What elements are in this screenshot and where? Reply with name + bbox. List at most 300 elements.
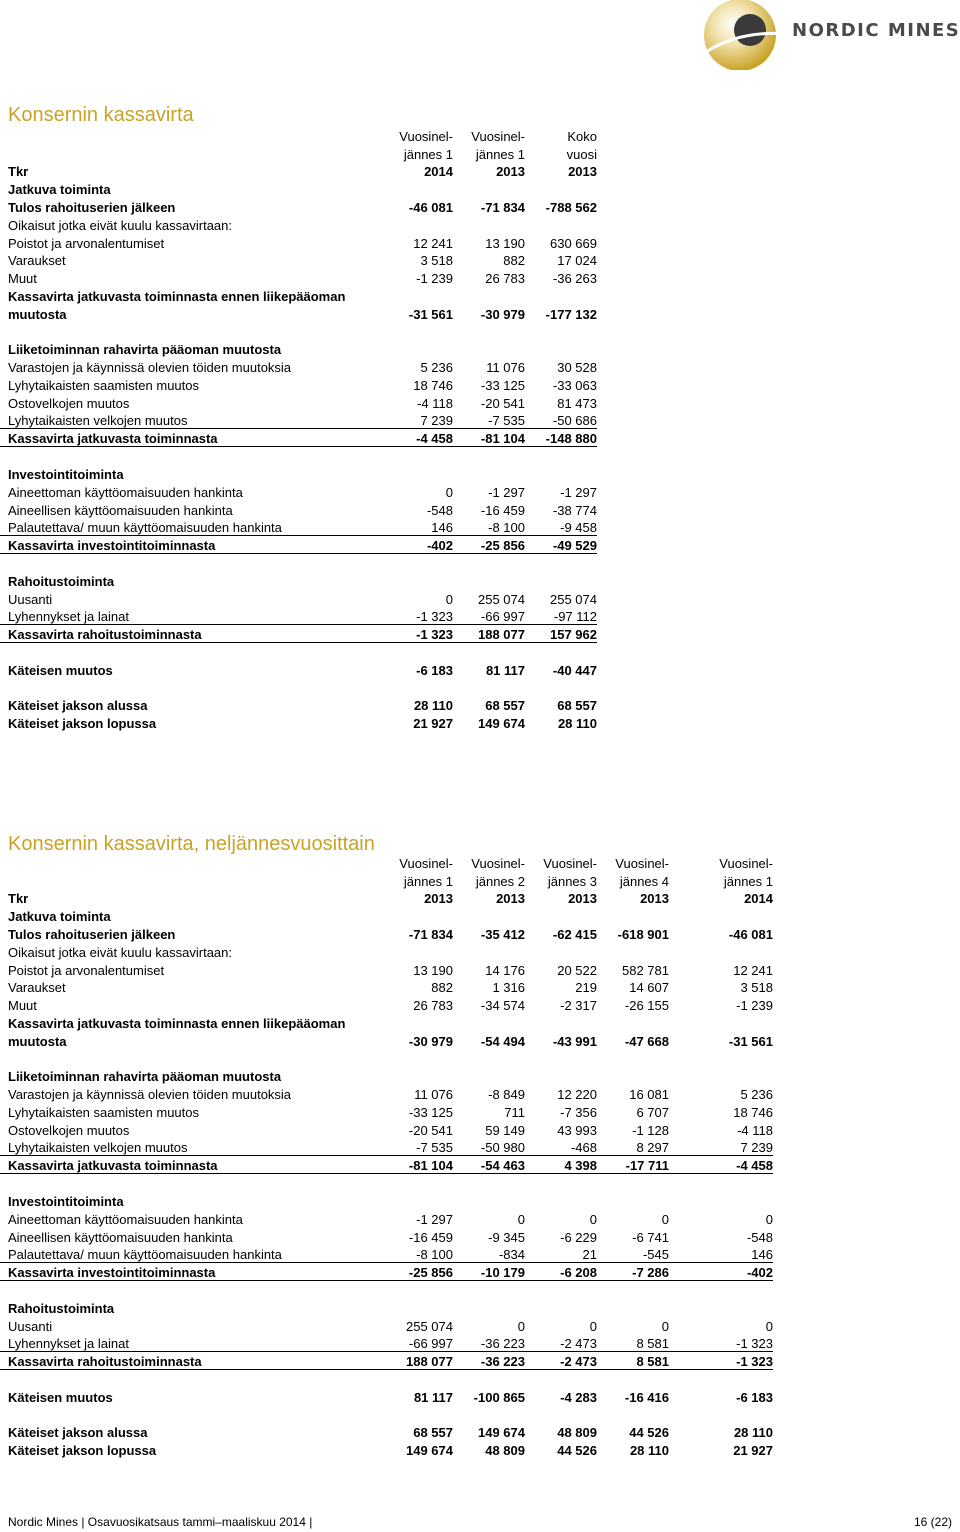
value-cell: 12 241: [413, 235, 453, 251]
row-label: Jatkuva toiminta: [8, 182, 111, 198]
value-cell: 255 074: [406, 1318, 453, 1334]
value-cell: 30 528: [557, 360, 597, 376]
value-cell: 0: [445, 591, 453, 607]
value-cell: [597, 1280, 669, 1298]
value-cell: 81 473: [557, 395, 597, 411]
table-row: [0, 942, 773, 960]
page-number: 16 (22): [913, 1515, 952, 1529]
value-cell: 21 927: [733, 1443, 773, 1459]
header-cell: 2014: [744, 891, 773, 907]
row-label: [0, 678, 382, 696]
value-cell: 43 993: [557, 1122, 597, 1138]
value-cell: -177 132: [545, 306, 597, 322]
row-label: Palautettava/ muun käyttöomaisuuden hankinta: [0, 1245, 382, 1263]
header-cell: 2013: [640, 891, 669, 907]
value-cell: [382, 942, 453, 960]
value-cell: -36 263: [552, 271, 597, 287]
table-row: [0, 660, 597, 678]
row-label: Kassavirta rahoitustoiminnasta: [0, 1351, 382, 1369]
table-row: [0, 1156, 773, 1174]
value-cell: -1 323: [669, 1351, 773, 1369]
row-label: Investointitoiminta: [8, 466, 124, 482]
value-cell: [382, 340, 453, 358]
value-cell: 13 190: [485, 235, 525, 251]
value-cell: 12 220: [557, 1087, 597, 1103]
value-cell: -20 541: [408, 1122, 453, 1138]
value-cell: -4 458: [382, 429, 453, 447]
value-cell: [525, 1191, 597, 1209]
row-label: Oikaisut jotka eivät kuulu kassavirtaan:: [8, 944, 232, 960]
value-cell: 0: [445, 484, 453, 500]
value-cell: -4 283: [560, 1389, 597, 1405]
value-cell: [525, 446, 597, 464]
header-cell: Vuosinel-: [399, 128, 453, 144]
row-label: Tulos rahoituserien jälkeen: [8, 199, 176, 215]
value-cell: [525, 1298, 597, 1316]
row-label: Käteiset jakson alussa: [8, 1425, 148, 1441]
value-cell: -7 535: [382, 1138, 453, 1156]
value-cell: -1 323: [669, 1334, 773, 1352]
row-label: Ostovelkojen muutos: [8, 1122, 130, 1138]
value-cell: -1 297: [560, 484, 597, 500]
value-cell: 0: [589, 1211, 597, 1227]
value-cell: 0: [661, 1318, 669, 1334]
value-cell: -7 356: [560, 1104, 597, 1120]
value-cell: -2 473: [525, 1351, 597, 1369]
row-label: Käteiset jakson lopussa: [8, 1443, 157, 1459]
value-cell: [382, 642, 453, 660]
value-cell: 3 518: [740, 980, 773, 996]
row-label: Varastojen ja käynnissä olevien töiden muutoksia: [8, 360, 292, 376]
row-label: Lyhytaikaisten saamisten muutos: [8, 1104, 200, 1120]
value-cell: [382, 1405, 453, 1423]
header-cell: 2013: [568, 164, 597, 180]
table-row: [0, 357, 597, 375]
value-cell: -2 473: [525, 1334, 597, 1352]
value-cell: -81 104: [453, 429, 525, 447]
value-cell: -1 128: [632, 1122, 669, 1138]
value-cell: -1 297: [488, 484, 525, 500]
value-cell: [382, 553, 453, 571]
value-cell: 11 076: [486, 360, 525, 376]
table-row: [0, 1423, 773, 1441]
table-row: [0, 1084, 773, 1102]
value-cell: 81 117: [413, 1389, 453, 1405]
value-cell: 149 674: [406, 1443, 453, 1459]
value-cell: [597, 1173, 669, 1191]
value-cell: [525, 1067, 597, 1085]
value-cell: -20 541: [480, 395, 525, 411]
header-cell: 2014: [424, 164, 453, 180]
value-cell: -81 104: [382, 1156, 453, 1174]
value-cell: 28 110: [413, 698, 453, 714]
table-row: [0, 1191, 773, 1209]
value-cell: 59 149: [485, 1122, 525, 1138]
header-cell: 2013: [424, 891, 453, 907]
value-cell: -31 561: [728, 1033, 773, 1049]
value-cell: [525, 1369, 597, 1387]
value-cell: -36 223: [453, 1334, 525, 1352]
header-cell: vuosi: [566, 146, 597, 162]
value-cell: [453, 1173, 525, 1191]
table-row: [0, 995, 773, 1013]
value-cell: 255 074: [550, 591, 597, 607]
value-cell: -1 323: [382, 624, 453, 642]
quarterly-cashflow-table: [0, 853, 773, 1458]
table-row: [0, 978, 773, 996]
row-label: Käteisen muutos: [8, 1389, 113, 1405]
value-cell: [453, 942, 525, 960]
table-row: [0, 464, 597, 482]
value-cell: 16 081: [629, 1087, 669, 1103]
value-cell: -16 416: [624, 1389, 669, 1405]
value-cell: [525, 1280, 597, 1298]
value-cell: [597, 1369, 669, 1387]
row-label: [0, 322, 382, 340]
value-cell: -7 286: [597, 1262, 669, 1280]
value-cell: 219: [575, 980, 597, 996]
value-cell: [453, 1369, 525, 1387]
value-cell: -33 125: [408, 1104, 453, 1120]
value-cell: [525, 1049, 597, 1067]
value-cell: -46 081: [408, 199, 453, 215]
value-cell: [382, 215, 453, 233]
value-cell: -402: [669, 1262, 773, 1280]
value-cell: -36 223: [453, 1351, 525, 1369]
table-row: [0, 1013, 773, 1031]
row-label: Aineettoman käyttöomaisuuden hankinta: [8, 1211, 243, 1227]
header-cell: jännes 4: [619, 873, 669, 889]
value-cell: -6 741: [632, 1229, 669, 1245]
table-row: [0, 924, 773, 942]
value-cell: -66 997: [453, 607, 525, 625]
value-cell: -47 668: [624, 1033, 669, 1049]
value-cell: -16 459: [480, 502, 525, 518]
value-cell: [453, 464, 525, 482]
value-cell: 8 581: [597, 1351, 669, 1369]
value-cell: 6 707: [636, 1104, 669, 1120]
value-cell: -50 686: [525, 411, 597, 429]
value-cell: -7 535: [453, 411, 525, 429]
row-label: Kassavirta jatkuvasta toiminnasta: [0, 1156, 382, 1174]
value-cell: 18 746: [413, 377, 453, 393]
value-cell: [453, 906, 525, 924]
header-label: Tkr: [8, 164, 29, 180]
value-cell: -548: [746, 1229, 773, 1245]
row-label: Aineettoman käyttöomaisuuden hankinta: [8, 484, 243, 500]
value-cell: 149 674: [478, 716, 525, 732]
row-label: Varaukset: [8, 980, 66, 996]
value-cell: 3 518: [420, 253, 453, 269]
value-cell: 4 398: [525, 1156, 597, 1174]
table-row: [0, 1369, 773, 1387]
value-cell: 13 190: [413, 962, 453, 978]
header-label: [0, 853, 382, 871]
table-row: [0, 607, 597, 625]
value-cell: -8 849: [488, 1087, 525, 1103]
table-row: [0, 179, 597, 197]
value-cell: -43 991: [552, 1033, 597, 1049]
value-cell: [382, 1173, 453, 1191]
row-label: [0, 1405, 382, 1423]
row-label: Jatkuva toiminta: [8, 909, 111, 925]
value-cell: [453, 179, 525, 197]
value-cell: 582 781: [622, 962, 669, 978]
value-cell: [453, 322, 525, 340]
value-cell: -834: [453, 1245, 525, 1263]
value-cell: 711: [504, 1104, 525, 1120]
value-cell: -26 155: [624, 998, 669, 1014]
table-row: [0, 1031, 773, 1049]
value-cell: [525, 571, 597, 589]
value-cell: [525, 1013, 597, 1031]
value-cell: 14 176: [485, 962, 525, 978]
row-label: Käteisen muutos: [8, 662, 113, 678]
value-cell: 0: [765, 1318, 773, 1334]
table-row: [0, 960, 773, 978]
value-cell: 48 809: [485, 1443, 525, 1459]
value-cell: [525, 464, 597, 482]
table-row: [0, 233, 597, 251]
table-row: [0, 1387, 773, 1405]
value-cell: 146: [382, 518, 453, 536]
table-row: [0, 215, 597, 233]
header-cell: jännes 3: [547, 873, 597, 889]
value-cell: -10 179: [453, 1262, 525, 1280]
value-cell: [597, 1298, 669, 1316]
value-cell: -38 774: [552, 502, 597, 518]
value-cell: [525, 1173, 597, 1191]
table-row: [0, 1067, 773, 1085]
header-row: [0, 144, 597, 162]
value-cell: [382, 464, 453, 482]
value-cell: 48 809: [557, 1425, 597, 1441]
row-label: Liiketoiminnan rahavirta pääoman muutosta: [8, 1069, 282, 1085]
header-cell: jännes 2: [475, 873, 525, 889]
value-cell: 8 297: [597, 1138, 669, 1156]
value-cell: -16 459: [408, 1229, 453, 1245]
value-cell: [597, 906, 669, 924]
value-cell: [382, 1049, 453, 1067]
row-label: Varaukset: [8, 253, 66, 269]
value-cell: -148 880: [525, 429, 597, 447]
value-cell: -33 125: [480, 377, 525, 393]
value-cell: [453, 1405, 525, 1423]
value-cell: -71 834: [408, 926, 453, 942]
value-cell: -30 979: [408, 1033, 453, 1049]
row-label: Kassavirta investointitoiminnasta: [0, 535, 382, 553]
value-cell: [597, 1191, 669, 1209]
header-label: [0, 126, 382, 144]
value-cell: 17 024: [557, 253, 597, 269]
value-cell: -25 856: [382, 1262, 453, 1280]
value-cell: 146: [669, 1245, 773, 1263]
value-cell: -33 063: [552, 377, 597, 393]
value-cell: [669, 1013, 773, 1031]
value-cell: 0: [589, 1318, 597, 1334]
table-row: [0, 1173, 773, 1191]
header-cell: Vuosinel-: [615, 855, 669, 871]
header-cell: jännes 1: [475, 146, 525, 162]
row-label: Aineellisen käyttöomaisuuden hankinta: [8, 502, 233, 518]
header-label: [0, 871, 382, 889]
value-cell: [382, 906, 453, 924]
header-cell: jännes 1: [403, 873, 453, 889]
table-row: [0, 1227, 773, 1245]
value-cell: [525, 215, 597, 233]
value-cell: 11 076: [414, 1087, 453, 1103]
value-cell: -46 081: [728, 926, 773, 942]
value-cell: -1 239: [416, 271, 453, 287]
table-row: [0, 286, 597, 304]
value-cell: [669, 1280, 773, 1298]
table-row: [0, 553, 597, 571]
value-cell: 8 581: [597, 1334, 669, 1352]
value-cell: [453, 1013, 525, 1031]
value-cell: -6 183: [736, 1389, 773, 1405]
value-cell: -4 118: [417, 395, 453, 411]
row-label: Käteiset jakson lopussa: [8, 716, 157, 732]
value-cell: [525, 340, 597, 358]
value-cell: 188 077: [453, 624, 525, 642]
row-label: [0, 1369, 382, 1387]
value-cell: [382, 1298, 453, 1316]
value-cell: -9 458: [525, 518, 597, 536]
table-row: [0, 713, 597, 731]
value-cell: -1 323: [382, 607, 453, 625]
table-row: [0, 571, 597, 589]
value-cell: -50 980: [453, 1138, 525, 1156]
value-cell: -9 345: [488, 1229, 525, 1245]
value-cell: [525, 179, 597, 197]
value-cell: [525, 286, 597, 304]
table-row: [0, 393, 597, 411]
row-label: Kassavirta jatkuvasta toiminnasta ennen liikepääoman: [8, 1015, 346, 1031]
value-cell: -25 856: [453, 535, 525, 553]
table-row: [0, 624, 597, 642]
value-cell: [453, 678, 525, 696]
value-cell: -4 458: [669, 1156, 773, 1174]
value-cell: 255 074: [478, 591, 525, 607]
value-cell: [597, 1049, 669, 1067]
value-cell: 7 239: [382, 411, 453, 429]
value-cell: 44 526: [557, 1443, 597, 1459]
row-label: Lyhennykset ja lainat: [0, 1334, 382, 1352]
table-row: [0, 1102, 773, 1120]
value-cell: 81 117: [485, 662, 525, 678]
table-row: [0, 340, 597, 358]
table-row: [0, 696, 597, 714]
header-cell: 2013: [496, 891, 525, 907]
row-label: Kassavirta rahoitustoiminnasta: [0, 624, 382, 642]
row-label: [0, 642, 382, 660]
value-cell: 882: [503, 253, 525, 269]
value-cell: -618 901: [617, 926, 669, 942]
table-row: [0, 268, 597, 286]
header-cell: Koko: [567, 128, 597, 144]
row-label: Uusanti: [8, 1318, 53, 1334]
row-label: Poistot ja arvonalentumiset: [8, 962, 165, 978]
table-row: [0, 1049, 773, 1067]
row-label: Investointitoiminta: [8, 1193, 124, 1209]
row-label: Kassavirta jatkuvasta toiminnasta: [0, 429, 382, 447]
table-row: [0, 1405, 773, 1423]
value-cell: -788 562: [545, 199, 597, 215]
value-cell: -34 574: [480, 998, 525, 1014]
row-label: [0, 1173, 382, 1191]
value-cell: [382, 1013, 453, 1031]
value-cell: 7 239: [669, 1138, 773, 1156]
value-cell: [382, 1369, 453, 1387]
row-label: Lyhennykset ja lainat: [0, 607, 382, 625]
value-cell: [382, 678, 453, 696]
row-label: [0, 446, 382, 464]
header-row: [0, 871, 773, 889]
table-row: [0, 518, 597, 536]
header-cell: 2013: [568, 891, 597, 907]
value-cell: -62 415: [552, 926, 597, 942]
value-cell: 0: [517, 1211, 525, 1227]
value-cell: [382, 286, 453, 304]
value-cell: 0: [661, 1211, 669, 1227]
value-cell: [453, 1280, 525, 1298]
value-cell: [525, 642, 597, 660]
table-row: [0, 446, 597, 464]
table-row: [0, 411, 597, 429]
value-cell: [453, 446, 525, 464]
table-row: [0, 1245, 773, 1263]
value-cell: 28 110: [557, 716, 597, 732]
value-cell: [382, 1280, 453, 1298]
value-cell: -8 100: [453, 518, 525, 536]
value-cell: [382, 571, 453, 589]
row-label: Tulos rahoituserien jälkeen: [8, 926, 176, 942]
table-row: [0, 906, 773, 924]
value-cell: [669, 1067, 773, 1085]
value-cell: -31 561: [408, 306, 453, 322]
value-cell: -6 183: [416, 662, 453, 678]
table-row: [0, 1316, 773, 1334]
value-cell: 882: [431, 980, 453, 996]
row-label: [0, 1280, 382, 1298]
table-row: [0, 535, 597, 553]
value-cell: -40 447: [552, 662, 597, 678]
value-cell: [525, 1405, 597, 1423]
row-label: Kassavirta investointitoiminnasta: [0, 1262, 382, 1280]
header-cell: Vuosinel-: [399, 855, 453, 871]
value-cell: 28 110: [629, 1443, 669, 1459]
table-row: [0, 1298, 773, 1316]
value-cell: -17 711: [597, 1156, 669, 1174]
header-row: [0, 126, 597, 144]
header-label: Tkr: [8, 891, 29, 907]
table-row: [0, 1440, 773, 1458]
row-label: [0, 553, 382, 571]
value-cell: 21 927: [413, 716, 453, 732]
value-cell: 68 557: [485, 698, 525, 714]
table-row: [0, 251, 597, 269]
value-cell: [382, 446, 453, 464]
value-cell: -8 100: [382, 1245, 453, 1263]
table-row: [0, 1138, 773, 1156]
value-cell: -35 412: [480, 926, 525, 942]
value-cell: -1 239: [736, 998, 773, 1014]
value-cell: [453, 340, 525, 358]
table-row: [0, 197, 597, 215]
table-row: [0, 375, 597, 393]
header-row: [0, 853, 773, 871]
value-cell: 68 557: [413, 1425, 453, 1441]
